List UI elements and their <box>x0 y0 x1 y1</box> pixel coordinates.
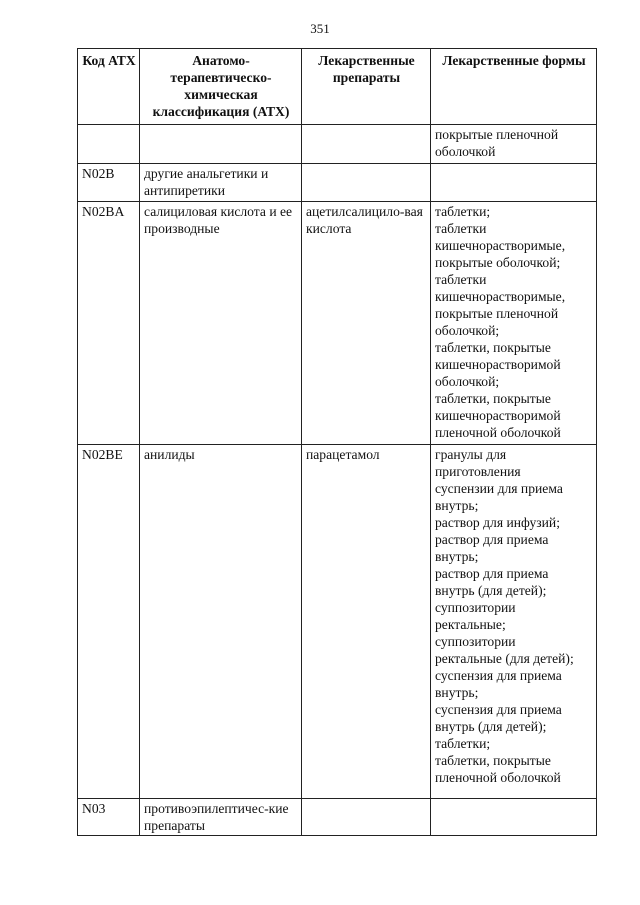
form-line: суспензия для приема <box>435 702 562 717</box>
drug-cell: парацетамол <box>302 445 431 799</box>
drug-cell <box>302 125 431 164</box>
classification-cell: другие анальгетики и антипиретики <box>140 164 302 202</box>
form-line: кишечнорастворимые, <box>435 238 566 253</box>
form-line: таблетки; <box>435 736 491 751</box>
code-cell <box>78 125 140 164</box>
form-line: оболочкой; <box>435 323 500 338</box>
form-line: раствор для инфузий; <box>435 515 560 530</box>
header-classification <box>140 49 302 125</box>
table-row <box>78 125 597 164</box>
page-number: 351 <box>310 21 330 36</box>
table-row <box>78 164 597 202</box>
code-cell: N02B <box>78 164 140 202</box>
form-line: внутрь (для детей); <box>435 719 547 734</box>
form-line: внутрь; <box>435 685 479 700</box>
header-code <box>78 49 140 125</box>
code-cell: N03 <box>78 799 140 836</box>
forms-cell <box>431 202 597 445</box>
atx-table <box>77 48 597 836</box>
form-line: покрытые оболочкой; <box>435 255 561 270</box>
form-line: гранулы для <box>435 447 507 462</box>
form-line: оболочкой <box>435 144 496 159</box>
code-cell: N02BA <box>78 202 140 445</box>
drug-cell: ацетилсалицило-вая кислота <box>302 202 431 445</box>
form-line: оболочкой; <box>435 374 500 389</box>
drug-cell <box>302 164 431 202</box>
form-line: раствор для приема <box>435 566 549 581</box>
form-line: кишечнорастворимой <box>435 408 561 423</box>
form-line: раствор для приема <box>435 532 549 547</box>
header-drugs <box>302 49 431 125</box>
form-line: суспензия для приема <box>435 668 562 683</box>
forms-cell <box>431 164 597 202</box>
form-line: таблетки, покрытые <box>435 391 551 406</box>
table-row <box>78 202 597 445</box>
form-line: ректальные; <box>435 617 506 632</box>
header-drugs-label: Лекарственные препараты <box>318 53 415 85</box>
form-line: суспензии для приема <box>435 481 563 496</box>
table-row <box>78 445 597 799</box>
classification-cell: противоэпилептичес-кие препараты <box>140 799 302 836</box>
form-line: приготовления <box>435 464 521 479</box>
header-forms-label: Лекарственные формы <box>442 53 586 68</box>
form-line: внутрь; <box>435 498 479 513</box>
header-forms <box>431 49 597 125</box>
form-line: внутрь (для детей); <box>435 583 547 598</box>
form-line: суппозитории <box>435 634 516 649</box>
classification-cell: салициловая кислота и ее производные <box>140 202 302 445</box>
table-header-row <box>78 49 597 125</box>
form-line: кишечнорастворимые, <box>435 289 566 304</box>
forms-cell <box>431 125 597 164</box>
form-line: таблетки, покрытые <box>435 340 551 355</box>
classification-cell <box>140 125 302 164</box>
form-line: внутрь; <box>435 549 479 564</box>
form-line: таблетки, покрытые <box>435 753 551 768</box>
drug-cell <box>302 799 431 836</box>
forms-cell <box>431 799 597 836</box>
form-line: покрытые пленочной <box>435 306 559 321</box>
code-cell: N02BE <box>78 445 140 799</box>
form-line: покрытые пленочной <box>435 127 559 142</box>
form-line: кишечнорастворимой <box>435 357 561 372</box>
form-line: таблетки <box>435 221 487 236</box>
form-line: пленочной оболочкой <box>435 425 561 440</box>
table-row <box>78 799 597 836</box>
form-line: ректальные (для детей); <box>435 651 574 666</box>
form-line: пленочной оболочкой <box>435 770 561 785</box>
forms-cell <box>431 445 597 799</box>
header-classification-label: Анатомо-терапевтическо-химическая классификация (АТХ) <box>152 53 290 119</box>
form-line: суппозитории <box>435 600 516 615</box>
form-line: таблетки <box>435 272 487 287</box>
classification-cell: анилиды <box>140 445 302 799</box>
header-code-label: Код АТХ <box>82 53 136 68</box>
form-line: таблетки; <box>435 204 491 219</box>
